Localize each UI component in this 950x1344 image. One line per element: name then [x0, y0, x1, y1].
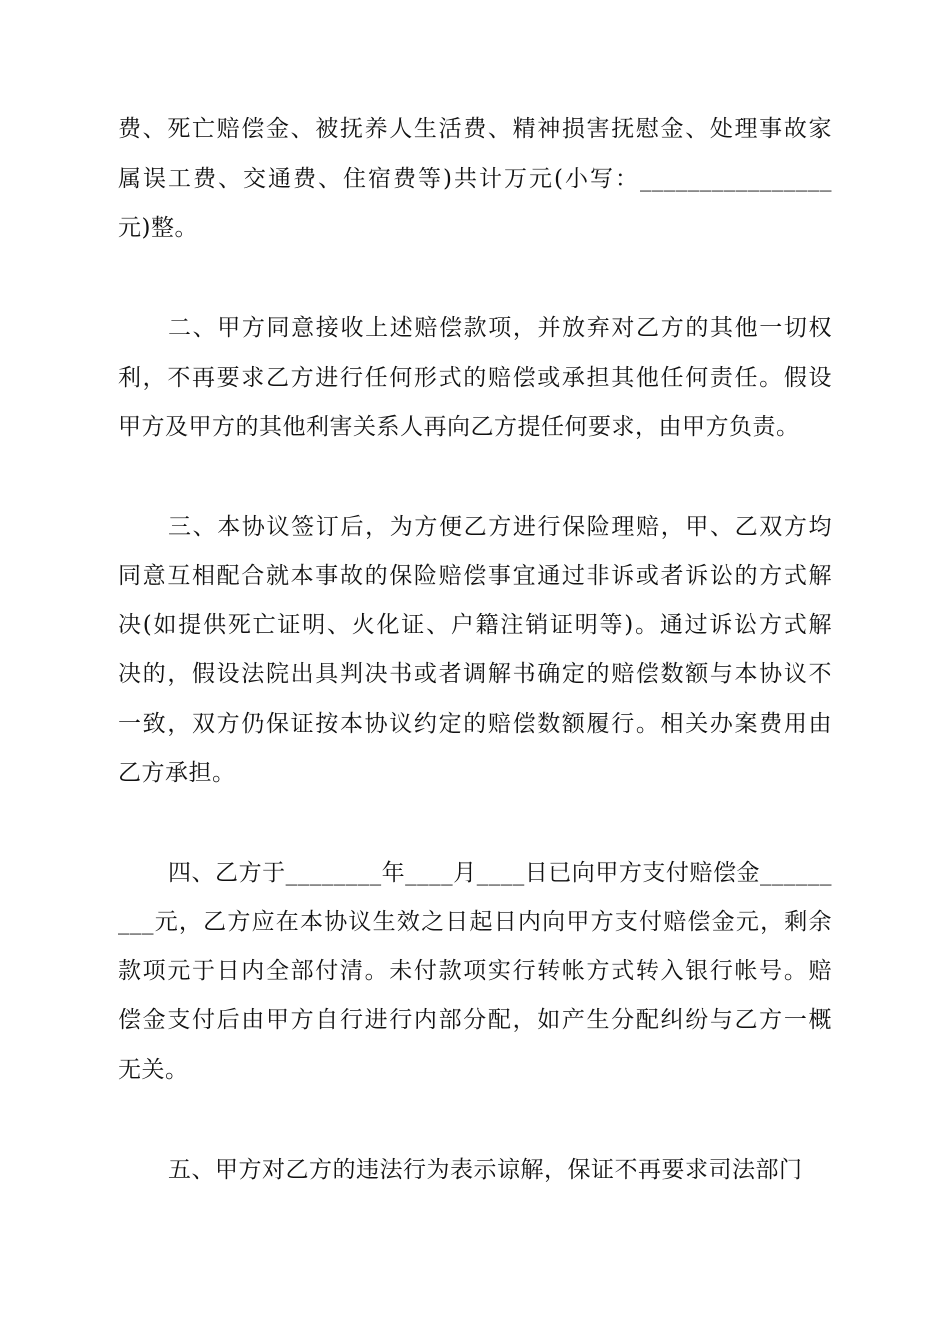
- paragraph-3-line-6: 乙方承担。: [118, 760, 236, 786]
- paragraph-4-line-2: ___元，乙方应在本协议生效之日起日内向甲方支付赔偿金元，剩余: [118, 909, 832, 935]
- paragraph-3-line-3: 决(如提供死亡证明、火化证、户籍注销证明等)。通过诉讼方式解: [118, 612, 832, 638]
- paragraph-2-line-1: 二、甲方同意接收上述赔偿款项，并放弃对乙方的其他一切权: [168, 315, 832, 341]
- paragraph-3-line-4: 决的，假设法院出具判决书或者调解书确定的赔偿数额与本协议不: [118, 661, 832, 687]
- paragraph-1-line-3: 元)整。: [118, 215, 198, 241]
- paragraph-1-line-2: 属误工费、交通费、住宿费等)共计万元(小写：________________: [118, 166, 832, 192]
- paragraph-4-line-4: 偿金支付后由甲方自行进行内部分配，如产生分配纠纷与乙方一概: [118, 1007, 832, 1033]
- paragraph-3-line-2: 同意互相配合就本事故的保险赔偿事宜通过非诉或者诉讼的方式解: [118, 563, 832, 589]
- paragraph-3-line-1: 三、本协议签订后，为方便乙方进行保险理赔，甲、乙双方均: [168, 514, 832, 540]
- paragraph-1-line-1: 费、死亡赔偿金、被抚养人生活费、精神损害抚慰金、处理事故家: [118, 116, 832, 142]
- paragraph-5-line-1: 五、甲方对乙方的违法行为表示谅解，保证不再要求司法部门: [168, 1157, 803, 1183]
- paragraph-4-line-3: 款项元于日内全部付清。未付款项实行转帐方式转入银行帐号。赔: [118, 958, 832, 984]
- paragraph-4-line-5: 无关。: [118, 1057, 189, 1083]
- paragraph-2-line-2: 利，不再要求乙方进行任何形式的赔偿或承担其他任何责任。假设: [118, 365, 832, 391]
- paragraph-3-line-5: 一致，双方仍保证按本协议约定的赔偿数额履行。相关办案费用由: [118, 711, 832, 737]
- paragraph-2-line-3: 甲方及甲方的其他利害关系人再向乙方提任何要求，由甲方负责。: [118, 414, 800, 440]
- paragraph-4-line-1: 四、乙方于________年____月____日已向甲方支付赔偿金______: [168, 860, 832, 886]
